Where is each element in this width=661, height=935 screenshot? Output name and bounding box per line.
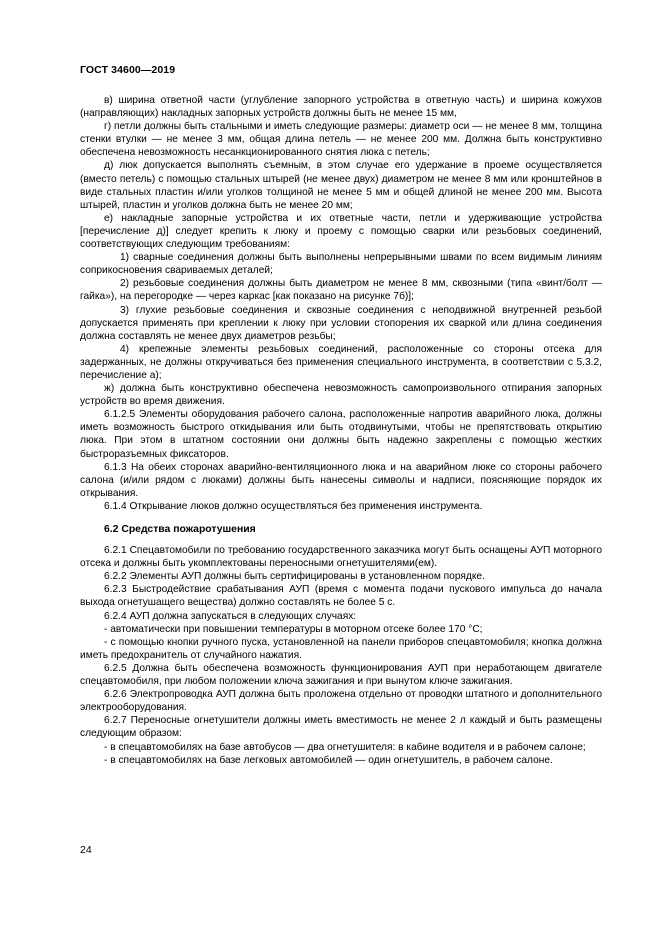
paragraph-6-2-7: 6.2.7 Переносные огнетушители должны иметь вместимость не менее 2 л каждый и быть размещены следующим образом: [80, 715, 602, 740]
paragraph-e-4: 4) крепежные элементы резьбовых соединений, расположенные со стороны отсека для задержанных, не должны откручиваться без применения специального инструмента, в соответствии с 5.3.2, перечисление а); [80, 343, 602, 381]
section-title-6-2: 6.2 Средства пожаротушения [104, 524, 256, 535]
paragraph-6-2-2: 6.2.2 Элементы АУП должны быть сертифицированы в установленном порядке. [104, 571, 485, 583]
paragraph-e-2: 2) резьбовые соединения должны быть диаметром не менее 8 мм, сквозными (типа «винт/болт — гайка»), на перегородке — через каркас [как показано на рисунке 7б)]; [80, 278, 602, 303]
paragraph-6-2-3: 6.2.3 Быстродействие срабатывания АУП (время с момента подачи пускового импульса до начала выхода огнетушащего вещества) должно составлять не более 5 с. [80, 584, 602, 609]
paragraph-6-2-6: 6.2.6 Электропроводка АУП должна быть проложена отдельно от проводки штатного и дополнительного электрооборудования. [80, 689, 602, 714]
paragraph-6-1-2-5: 6.1.2.5 Элементы оборудования рабочего салона, расположенные напротив аварийного люка, должны иметь возможность быстрого откидывания или быть отодвинутыми, чтобы не препятствовать открытию люка. При этом в штатном состоянии они должны быть надежно закреплены с помощью жестких быстроразъемных фиксаторов. [80, 409, 602, 460]
paragraph-6-2-5: 6.2.5 Должна быть обеспечена возможность функционирования АУП при неработающем двигателе спецавтомобиля, при любом положении ключа зажигания и при вынутом ключе зажигания. [80, 662, 602, 688]
paragraph-v: в) ширина ответной части (углубление запорного устройства в ответную часть) и ширина кожухов (направляющих) накладных запорных устройств должны быть не менее 15 мм, [80, 95, 602, 120]
page-number: 24 [80, 844, 92, 856]
paragraph-d: д) люк допускается выполнять съемным, в этом случае его удержание в проеме осуществляется (вместо петель) с помощью стальных штырей (не менее двух) диаметром не менее 8 мм или кронштейнов в виде стальных пластин и/или уголков толщиной не менее 5 мм и общей длиной не менее 200 мм. Высота штырей, пластин и уголков должна быть не менее 20 мм; [80, 160, 602, 211]
paragraph-g: г) петли должны быть стальными и иметь следующие размеры: диаметр оси — не менее 8 мм, толщина стенки втулки — не менее 3 мм, общая длина петель — не менее 200 мм. Должна быть конструктивно обеспечена невозможность несанкционированного снятия люка с петель; [80, 121, 602, 159]
document-body [80, 94, 602, 767]
paragraph-6-2-1: 6.2.1 Спецавтомобили по требованию государственного заказчика могут быть оснащены АУП моторного отсека и должны быть укомплектованы переносными огнетушителями(ем). [80, 545, 602, 570]
document-header: ГОСТ 34600—2019 [80, 64, 176, 76]
paragraph-6-2-4: 6.2.4 АУП должна запускаться в следующих случаях: [104, 610, 357, 622]
list-item-buses: - в спецавтомобилях на базе автобусов — два огнетушителя: в кабине водителя и в рабочем салоне; [104, 741, 586, 753]
list-item-cars: - в спецавтомобилях на базе легковых автомобилей — один огнетушитель, в рабочем салоне. [104, 754, 553, 766]
paragraph-zh: ж) должна быть конструктивно обеспечена невозможность самопроизвольного отпирания запорных устройств во время движения. [80, 383, 602, 408]
list-item-auto: - автоматически при повышении температуры в моторном отсеке более 170 °С; [104, 623, 483, 635]
paragraph-6-1-3: 6.1.3 На обеих сторонах аварийно-вентиляционного люка и на аварийном люке со стороны рабочего салона (и/или рядом с люками) должны быть нанесены символы и надписи, поясняющие порядок их открывания. [80, 461, 602, 499]
list-item-manual: - с помощью кнопки ручного пуска, установленной на панели приборов спецавтомобиля; кнопка должна иметь предохранитель от случайного нажатия. [80, 636, 602, 661]
paragraph-e-1: 1) сварные соединения должны быть выполнены непрерывными швами по всем видимым линиям соприкосновения свариваемых деталей; [80, 252, 602, 277]
paragraph-6-1-4: 6.1.4 Открывание люков должно осуществляться без применения инструмента. [104, 500, 483, 512]
paragraph-e-3: 3) глухие резьбовые соединения и сквозные соединения с неподвижной внутренней резьбой допускается применять при креплении к люку при условии стопорения их сваркой или длина соединения должна составлять не менее двух диаметров резьбы; [80, 304, 602, 342]
paragraph-e: е) накладные запорные устройства и их ответные части, петли и удерживающие устройства [перечисление д)] следует крепить к люку и проему с помощью сварки или резьбовых соединений, соответствующих следующим требованиям: [80, 212, 602, 251]
